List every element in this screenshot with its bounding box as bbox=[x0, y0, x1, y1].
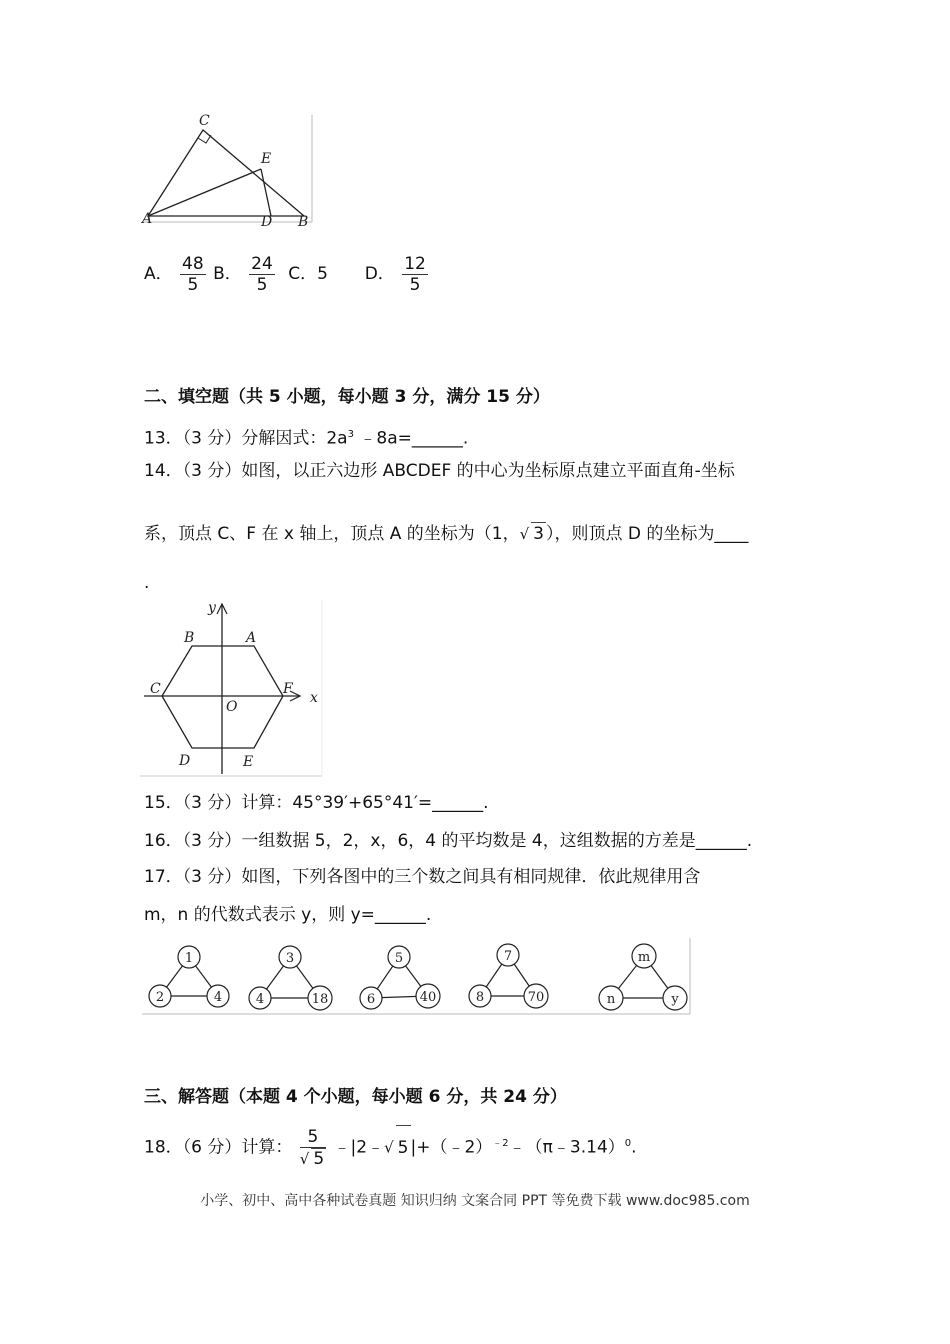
svg-text:18: 18 bbox=[311, 992, 329, 1007]
label-b: B bbox=[298, 214, 309, 230]
triangle-group-2 bbox=[249, 946, 332, 1010]
vertex-c-label: C bbox=[150, 681, 161, 697]
question-17-line2: m，n 的代数式表示 y，则 y=______. bbox=[144, 905, 432, 925]
svg-text:y: y bbox=[671, 992, 679, 1007]
option-b-label: B． bbox=[213, 264, 242, 284]
svg-text:3: 3 bbox=[285, 951, 295, 966]
svg-text:n: n bbox=[606, 992, 616, 1007]
q12-options bbox=[144, 252, 430, 296]
q18-fraction: $\frac{5}{√ 5}$ bbox=[299, 1126, 325, 1169]
vertex-b-label: B bbox=[184, 630, 195, 646]
vertex-a-label: A bbox=[246, 630, 257, 646]
number-triangles-figure bbox=[140, 936, 695, 1018]
origin-o-label: O bbox=[226, 699, 238, 715]
option-a-fraction: $\frac{48}{5}$ bbox=[182, 253, 204, 295]
triangle-figure bbox=[140, 110, 320, 230]
option-d-fraction: $\frac{12}{5}$ bbox=[404, 253, 426, 295]
question-14-line1: 14．（3 分）如图，以正六边形 ABCDEF 的中心为坐标原点建立平面直角‐坐标 bbox=[144, 461, 735, 481]
svg-text:5: 5 bbox=[394, 951, 404, 966]
label-d: D bbox=[261, 214, 273, 230]
option-d-label: D． bbox=[364, 264, 395, 284]
svg-text:70: 70 bbox=[527, 990, 545, 1005]
axis-x-label: x bbox=[310, 690, 318, 706]
vertex-d-label: D bbox=[179, 753, 191, 769]
svg-text:4: 4 bbox=[213, 990, 223, 1005]
axis-y-label: y bbox=[208, 600, 216, 616]
svg-text:6: 6 bbox=[366, 992, 376, 1007]
svg-text:8: 8 bbox=[475, 990, 485, 1005]
option-b-fraction: $\frac{24}{5}$ bbox=[251, 253, 273, 295]
svg-text:m: m bbox=[637, 950, 651, 965]
question-15: 15．（3 分）计算：45°39′+65°41′=______. bbox=[144, 793, 489, 813]
section3-heading: 三、解答题（本题 4 个小题，每小题 6 分，共 24 分） bbox=[144, 1087, 567, 1107]
svg-text:7: 7 bbox=[503, 949, 513, 964]
svg-text:1: 1 bbox=[184, 951, 194, 966]
vertex-e-label: E bbox=[243, 754, 254, 770]
page-footer: 小学、初中、高中各种试卷真题 知识归纳 文案合同 PPT 等免费下载 www.doc985.com bbox=[200, 1193, 750, 1209]
svg-text:40: 40 bbox=[419, 990, 437, 1005]
question-16: 16．（3 分）一组数据 5，2，x，6，4 的平均数是 4，这组数据的方差是______. bbox=[144, 831, 753, 851]
label-a: A bbox=[142, 211, 153, 227]
option-a-label: A． bbox=[144, 264, 173, 284]
triangle-group-3 bbox=[360, 946, 440, 1009]
question-14-line3: . bbox=[144, 573, 150, 593]
label-e: E bbox=[261, 151, 272, 167]
question-18: 18．（6 分）计算： $\frac{5}{√ 5}$ ﹣|2﹣√ 5 |+（﹣2）$^{﹣2}$﹣（π﹣3.14）$^0$. bbox=[144, 1126, 637, 1169]
triangle-group-4 bbox=[469, 944, 548, 1008]
label-c: C bbox=[199, 113, 210, 129]
section2-heading: 二、填空题（共 5 小题，每小题 3 分，满分 15 分） bbox=[144, 387, 550, 407]
question-14-line2: 系，顶点 C、F 在 x 轴上，顶点 A 的坐标为（1，√ 3 ），则顶点 D 的坐标为____ bbox=[144, 524, 749, 544]
triangle-group-5 bbox=[599, 944, 687, 1010]
vertex-f-label: F bbox=[283, 681, 293, 697]
option-c-label: C．5 bbox=[288, 264, 328, 284]
question-17-line1: 17．（3 分）如图，下列各图中的三个数之间具有相同规律．依此规律用含 bbox=[144, 867, 701, 887]
svg-text:2: 2 bbox=[155, 990, 165, 1005]
question-13: 13．（3 分）分解因式：$2a^3$ ﹣8a=______. bbox=[144, 428, 469, 449]
triangle-group-1 bbox=[149, 946, 229, 1007]
svg-text:4: 4 bbox=[255, 992, 265, 1007]
hexagon-figure bbox=[140, 598, 330, 780]
